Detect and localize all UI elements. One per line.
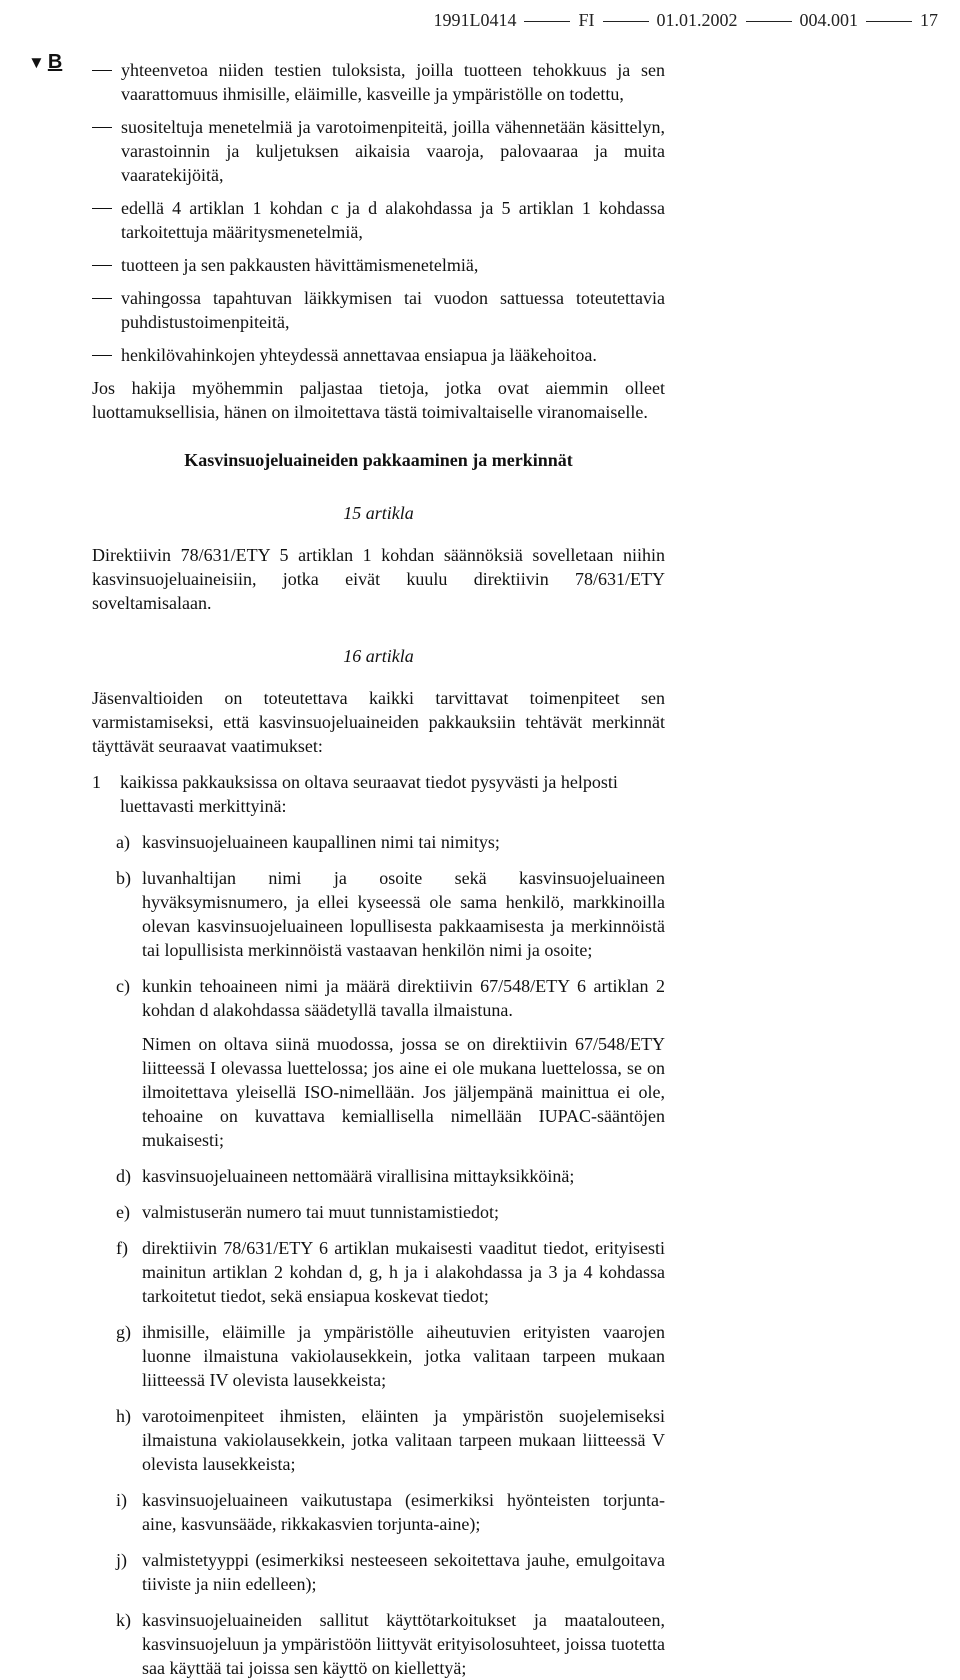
page-number: 17	[920, 10, 938, 30]
dash-list-item: edellä 4 artiklan 1 kohdan c ja d alakohdassa ja 5 artiklan 1 kohdassa tarkoitettuja määritysmenetelmiä,	[92, 196, 665, 244]
dash-list-item: suositeltuja menetelmiä ja varotoimenpiteitä, joilla vähennetään käsittelyn, varastoinnin ja kuljetuksen aikaisia vaaroja, palovaaraa ja muita vaaratekijöitä,	[92, 115, 665, 187]
item-label: c)	[116, 976, 130, 996]
dash-list-item: henkilövahinkojen yhteydessä annettavaa ensiapua ja lääkehoitoa.	[92, 343, 665, 367]
lettered-list	[92, 830, 665, 1680]
item-text: varotoimenpiteet ihmisten, eläinten ja ympäristön suojelemiseksi ilmaistuna vakiolausekkein, jotka valitaan tarpeen mukaan liitteessä V olevista lausekkeista;	[142, 1406, 665, 1474]
amendment-marker[interactable]	[28, 50, 62, 75]
item-text: direktiivin 78/631/ETY 6 artiklan mukaisesti vaaditut tiedot, erityisesti mainitun artiklan 2 kohdan d, g, h ja i alakohdassa ja 3 ja 4 kohdassa tarkoitetut tiedot, sekä ensiapua koskevat tiedot;	[142, 1238, 665, 1306]
item-label: d)	[116, 1166, 131, 1186]
item-text: ihmisille, eläimille ja ympäristölle aiheutuvien erityisten vaarojen luonne ilmaistuna vakiolausekkein, jotka valitaan tarpeen mukaan liitteessä IV olevista lausekkeista;	[142, 1322, 665, 1390]
list-item-a	[92, 830, 665, 854]
item-text: kasvinsuojeluaineen vaikutustapa (esimerkiksi hyönteisten torjunta-aine, kasvunsääde, rikkakasvien torjunta-aine);	[142, 1490, 665, 1534]
list-item-g	[92, 1320, 665, 1392]
item-text: valmistuserän numero tai muut tunnistamistiedot;	[142, 1202, 499, 1222]
amendment-marker-label: B	[47, 51, 63, 73]
triangle-down-icon: ▼	[28, 53, 45, 72]
celex-number: 1991L0414	[433, 10, 517, 30]
item-label: k)	[116, 1610, 131, 1630]
point-text: kaikissa pakkauksissa on oltava seuraavat tiedot pysyvästi ja helposti luettavasti merkittyinä:	[120, 772, 618, 816]
item-text: kasvinsuojeluaineen kaupallinen nimi tai nimitys;	[142, 832, 500, 852]
item-text: kasvinsuojeluaineen nettomäärä virallisina mittayksikköinä;	[142, 1166, 575, 1186]
confidentiality-paragraph: Jos hakija myöhemmin paljastaa tietoja, jotka ovat aiemmin olleet luottamuksellisia, hänen on ilmoitettava tästä toimivaltaiselle viranomaiselle.	[92, 378, 665, 422]
item-text: luvanhaltijan nimi ja osoite sekä kasvinsuojeluaineen hyväksymisnumero, ja ellei kyseessä ole sama henkilö, markkinoilla olevan kasvinsuojeluaineen lopullisesta pakkaamisesta ja merkinnöistä tai lopullisista merkinnöistä vastaavan henkilön nimi ja osoite;	[142, 868, 665, 960]
item-label: b)	[116, 868, 131, 888]
numbered-point-1	[92, 770, 665, 818]
consolidation-date: 01.01.2002	[656, 10, 738, 30]
list-item-k	[92, 1608, 665, 1680]
header-separator	[866, 21, 912, 22]
language-code: FI	[578, 10, 595, 30]
dash-list-item: yhteenvetoa niiden testien tuloksista, joilla tuotteen tehokkuus ja sen vaarattomuus ihmisille, eläimille, kasveille ja ympäristölle on todettu,	[92, 58, 665, 106]
item-label: j)	[116, 1550, 127, 1570]
item-c-subparagraph: Nimen on oltava siinä muodossa, jossa se on direktiivin 67/548/ETY liitteessä I olevassa luettelossa; jos aine ei ole mukana luettelossa, se on ilmoitettava yleisellä ISO-nimellään. Jos jäljempänä mainittua ei ole, tehoaine on kuvattava kemiallisella nimellään IUPAC-sääntöjen mukaisesti;	[142, 1034, 665, 1150]
header-separator	[524, 21, 570, 22]
list-item-i	[92, 1488, 665, 1536]
point-number: 1	[92, 772, 101, 792]
item-label: g)	[116, 1322, 131, 1342]
item-label: i)	[116, 1490, 127, 1510]
item-text: kunkin tehoaineen nimi ja määrä direktiivin 67/548/ETY 6 artiklan 2 kohdan d alakohdassa säädetyllä tavalla ilmaistuna.	[142, 976, 665, 1020]
item-label: e)	[116, 1202, 130, 1222]
item-text: valmistetyyppi (esimerkiksi nesteeseen sekoitettava jauhe, emulgoitava tiiviste ja niin edelleen);	[142, 1550, 665, 1594]
article-16-title: 16 artikla	[343, 646, 414, 666]
list-item-j	[92, 1548, 665, 1596]
dash-list	[92, 58, 665, 367]
document-body	[92, 58, 665, 1680]
dash-list-item: vahingossa tapahtuvan läikkymisen tai vuodon sattuessa toteutettavia puhdistustoimenpiteitä,	[92, 286, 665, 334]
list-item-h	[92, 1404, 665, 1476]
article-16-intro: Jäsenvaltioiden on toteutettava kaikki tarvittavat toimenpiteet sen varmistamiseksi, että kasvinsuojeluaineiden pakkauksiin tehtävät merkinnät täyttävät seuraavat vaatimukset:	[92, 688, 665, 756]
item-text: kasvinsuojeluaineiden sallitut käyttötarkoitukset ja maatalouteen, kasvinsuojeluun ja ympäristöön liittyvät erityisolosuhteet, joissa tuotetta saa käyttää tai joissa sen käyttö on kiellettyä;	[142, 1610, 665, 1678]
article-15-text: Direktiivin 78/631/ETY 5 artiklan 1 kohdan säännöksiä sovelletaan niihin kasvinsuojeluaineisiin, jotka eivät kuulu direktiivin 78/631/ETY soveltamisalaan.	[92, 545, 665, 613]
header-separator	[603, 21, 649, 22]
section-heading: Kasvinsuojeluaineiden pakkaaminen ja merkinnät	[184, 450, 573, 470]
dash-list-item: tuotteen ja sen pakkausten hävittämismenetelmiä,	[92, 253, 665, 277]
list-item-d	[92, 1164, 665, 1188]
header-separator	[746, 21, 792, 22]
list-item-c	[92, 974, 665, 1022]
list-item-b	[92, 866, 665, 962]
item-label: h)	[116, 1406, 131, 1426]
list-item-f	[92, 1236, 665, 1308]
item-label: a)	[116, 832, 130, 852]
item-label: f)	[116, 1238, 128, 1258]
list-item-e	[92, 1200, 665, 1224]
page-header	[433, 8, 938, 32]
article-15-title: 15 artikla	[343, 503, 414, 523]
version-number: 004.001	[799, 10, 858, 30]
